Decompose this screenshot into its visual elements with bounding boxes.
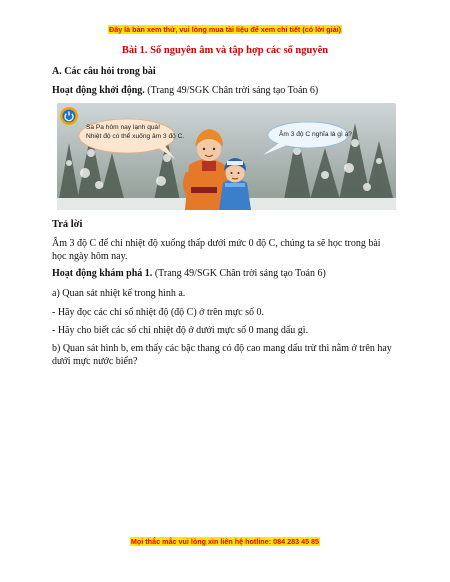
question-a: a) Quan sát nhiệt kế trong hình a. [52, 288, 186, 299]
lesson-title: Bài 1. Số nguyên âm và tập hợp các số nguyên [121, 45, 329, 56]
illustration [57, 103, 396, 210]
activity1-label: Hoạt động khởi động. [52, 85, 145, 96]
activity2-ref: (Trang 49/SGK Chân trời sáng tạo Toán 6) [152, 268, 326, 279]
activity2-line [52, 267, 412, 281]
bubble-left-line1: Sa Pa hôm nay lạnh quá! [86, 124, 161, 131]
activity1-line [52, 84, 412, 98]
activity1-ref: (Trang 49/SGK Chân trời sáng tạo Toán 6) [144, 85, 319, 96]
bubble-right: Âm 3 độ C nghĩa là gì ạ? [279, 131, 352, 138]
bubble-left-line2: Nhiệt độ có thể xuống âm 3 độ C. [86, 133, 185, 140]
preview-banner-text: Đây là bản xem thử, vui lòng mua tài liệu để xem chi tiết (có lời giải) [109, 25, 341, 34]
activity2-label: Hoạt động khám phá 1. [52, 268, 153, 279]
bubble-left [86, 123, 184, 141]
question-b-line-1: b) Quan sát hình b, em thấy các bậc thang có độ cao mang dấu trừ thì nằm ở trên hay [52, 343, 392, 354]
answer-line-2: học ngày hôm nay. [52, 251, 128, 262]
section-a-heading: A. Các câu hỏi trong bài [52, 66, 156, 77]
answer-line-1: Âm 3 độ C để chỉ nhiệt độ xuống thấp dưới mức 0 độ C, chúng ta sẽ học trong bài [52, 238, 381, 249]
question-a-item-1: - Hãy đọc các chỉ số nhiệt độ (độ C) ở trên mực số 0. [52, 307, 265, 318]
answer-heading: Trả lời [52, 219, 83, 230]
winter-scene-image [57, 103, 396, 210]
question-b-line-2: dưới mực nước biển? [52, 356, 138, 367]
question-a-item-2: - Hãy cho biết các số chỉ nhiệt độ ở dưới mực số 0 mang dấu gì. [52, 325, 309, 336]
hotline-footer [0, 537, 450, 546]
preview-banner [0, 25, 450, 34]
hotline-footer-text: Mọi thắc mắc vui lòng xin liên hệ hotline: 084 283 45 85 [130, 537, 320, 546]
